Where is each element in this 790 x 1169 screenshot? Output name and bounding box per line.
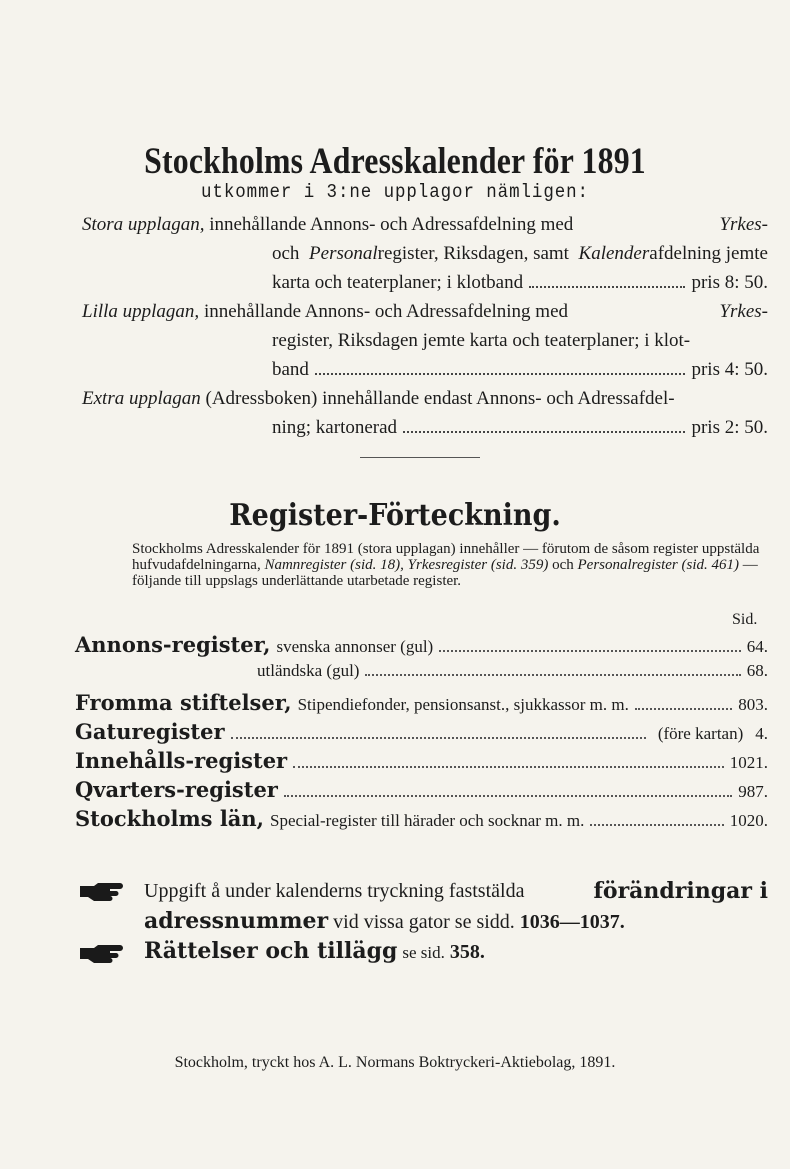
edition-text: register, Riksdagen jemte karta och teaterplaner; i klot- [272, 330, 691, 351]
edition-text: karta och teaterplaner; i klotband [272, 272, 524, 293]
notice-emphasis: adressnummer [144, 908, 329, 934]
dot-leader [635, 708, 732, 710]
intro-italic: Personalregister (sid. 461) [577, 557, 740, 573]
notice-pages: 358. [449, 941, 485, 963]
divider [360, 457, 480, 458]
register-page: 68. [746, 661, 768, 680]
edition-price: pris 8: 50. [691, 272, 768, 293]
register-list [75, 632, 768, 835]
dot-leader [529, 286, 685, 288]
pointing-hand-icon [78, 942, 130, 964]
notice-text [144, 876, 768, 937]
edition-text: ning; kartonerad [272, 417, 398, 438]
register-name: Qvarters-register [75, 777, 278, 802]
edition-line [82, 384, 768, 413]
register-page: 1020. [729, 811, 768, 830]
register-page: 803. [738, 695, 768, 714]
intro-text: Stockholms Adresskalender för 1891 (stora upplagan) innehåller — förutom de såsom register uppstälda hufvudafdelningarna, [132, 541, 760, 573]
notice-line: Uppgift å under kalenderns tryckning faststälda [144, 880, 525, 902]
edition-text: afdelning jemte [649, 243, 768, 264]
sid-label: Sid. [732, 611, 758, 628]
dot-leader [293, 766, 724, 768]
register-name: Innehålls-register [75, 748, 288, 773]
notice-line: vid vissa gator se sidd. [333, 911, 515, 933]
dot-leader [284, 795, 732, 797]
edition-label: Lilla upplagan, [82, 301, 200, 322]
register-row [75, 806, 768, 835]
intro-italic: Namnregister (sid. 18), Yrkesregister (sid. 359) [264, 557, 549, 573]
register-page: 1021. [729, 753, 768, 772]
notice-corrections [78, 936, 768, 970]
dot-leader [590, 824, 723, 826]
edition-line [82, 413, 768, 442]
edition-line [82, 355, 768, 384]
register-name: Gaturegister [75, 719, 225, 744]
register-intro [132, 541, 768, 589]
edition-text: och [272, 243, 300, 264]
register-page: 64. [746, 637, 768, 656]
edition-italic: Kalender [578, 243, 650, 264]
edition-italic: Personal [309, 243, 378, 264]
register-desc: (före kartan) [657, 724, 744, 743]
edition-line [82, 268, 768, 297]
edition-text: band [272, 359, 309, 380]
register-row [75, 690, 768, 719]
edition-line [82, 239, 768, 268]
register-desc: Stipendiefonder, pensionsanst., sjukkassor m. m. [297, 695, 629, 714]
notice-emphasis: Rättelser och tillägg [144, 938, 398, 964]
register-page: 4. [755, 724, 768, 743]
register-desc: utländska (gul) [257, 661, 360, 680]
register-row [75, 632, 768, 661]
edition-yrkes: Yrkes- [719, 301, 768, 322]
notice-line: se sid. [402, 943, 445, 962]
edition-text: register, Riksdagen, samt [377, 243, 569, 264]
edition-line [82, 326, 768, 355]
register-desc: Special-register till härader och socknar m. m. [269, 811, 585, 830]
edition-label: Stora upplagan, [82, 214, 205, 235]
dot-leader [365, 674, 740, 676]
register-heading: Register-Förteckning. [229, 498, 561, 533]
edition-price: pris 2: 50. [691, 417, 768, 438]
register-row [75, 748, 768, 777]
dot-leader [315, 373, 686, 375]
edition-line [82, 210, 768, 239]
edition-lilla [82, 297, 768, 384]
edition-line [82, 297, 768, 326]
edition-text: innehållande Annons- och Adressafdelning med [209, 214, 574, 235]
register-name: Stockholms län, [75, 806, 264, 831]
register-row [75, 777, 768, 806]
notice-text [144, 936, 768, 968]
page-subtitle: utkommer i 3:ne upplagor nämligen: [201, 181, 589, 203]
register-name: Fromma stiftelser, [75, 690, 292, 715]
dot-leader [231, 737, 646, 739]
page-title: Stockholms Adresskalender för 1891 [144, 141, 646, 182]
register-row [75, 719, 768, 748]
dot-leader [403, 431, 685, 433]
edition-stora [82, 210, 768, 297]
intro-text: och [552, 557, 574, 573]
intro-text: — följande till uppslags underlättande utarbetade register. [132, 557, 758, 589]
printer-imprint: Stockholm, tryckt hos A. L. Normans Boktryckeri-Aktiebolag, 1891. [174, 1054, 616, 1071]
edition-price: pris 4: 50. [691, 359, 768, 380]
edition-text: innehållande Annons- och Adressafdelning med [203, 301, 569, 322]
register-name: Annons-register, [75, 632, 271, 657]
register-page: 987. [738, 782, 768, 801]
notice-emphasis: förändringar i [593, 878, 768, 904]
register-desc: svenska annonser (gul) [276, 637, 434, 656]
edition-label: Extra upplagan [82, 388, 201, 409]
pointing-hand-icon [78, 880, 130, 902]
edition-yrkes: Yrkes- [719, 214, 768, 235]
edition-extra [82, 384, 768, 442]
dot-leader [439, 650, 741, 652]
edition-text: (Adressboken) innehållande endast Annons- och Adressafdel- [205, 388, 675, 409]
notice-pages: 1036—1037. [519, 911, 625, 933]
register-row [75, 661, 768, 690]
